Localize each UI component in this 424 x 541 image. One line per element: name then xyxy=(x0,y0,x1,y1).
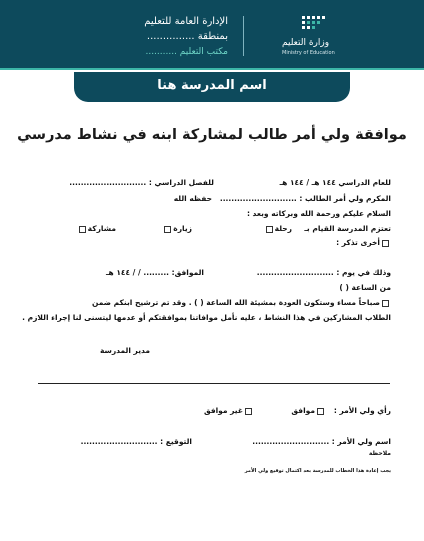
header-accent-line xyxy=(0,68,424,70)
header-banner xyxy=(0,0,424,68)
hour-line: من الساعة ( ) xyxy=(339,283,391,292)
guardian-line: المكرم ولي أمر الطالب : ........................... xyxy=(219,194,391,203)
greeting-line: حفظه الله xyxy=(173,194,212,203)
option-visit-label: زيارة xyxy=(173,224,192,233)
option-disagree[interactable] xyxy=(204,406,254,415)
paragraph-line-1 xyxy=(92,298,391,307)
opinion-label: رأي ولي الأمر : xyxy=(333,406,391,415)
org-line-2: بمنطقة ............... xyxy=(146,31,228,42)
paragraph-line-2: الطلاب المشاركين في هذا النشاط ، عليه نأمل موافاتنا بموافقتكم أو عدمها ليتسنى لنا إجراء اللازم . xyxy=(22,313,391,322)
document-title: موافقة ولي أمر طالب لمشاركة ابنه في نشاط مدرسي xyxy=(17,127,407,143)
note-text: يجب إعادة هذا الخطاب للمدرسة بعد اكتمال توقيع ولي الأمر xyxy=(244,468,391,474)
option-participation[interactable] xyxy=(77,224,116,233)
org-line-3: مكتب التعليم ........... xyxy=(145,47,228,57)
checkbox-agree[interactable] xyxy=(317,408,324,415)
option-trip-label: رحلة xyxy=(274,224,292,233)
header-divider xyxy=(243,16,244,56)
ministry-logo-icon xyxy=(300,14,332,36)
section-divider xyxy=(38,383,390,384)
note-label: ملاحظة xyxy=(368,450,391,457)
option-visit[interactable] xyxy=(162,224,192,233)
option-trip[interactable] xyxy=(264,224,292,233)
other-line: أخرى تذكر : xyxy=(336,238,380,247)
checkbox-trip[interactable] xyxy=(266,226,273,233)
ministry-name-en: Ministry of Education xyxy=(282,50,335,56)
date-line: الموافق: ......... / / ١٤٤ هـ xyxy=(105,268,204,277)
ministry-name-ar: وزارة التعليم xyxy=(282,38,330,48)
intends-line: تعتزم المدرسة القيام بـ xyxy=(304,224,391,233)
class-line: للفصل الدراسي : ........................... xyxy=(69,178,214,187)
year-line: للعام الدراسي ١٤٤ هـ / ١٤٤ هـ xyxy=(279,178,391,187)
checkbox-visit[interactable] xyxy=(164,226,171,233)
org-line-1: الإدارة العامة للتعليم xyxy=(144,16,228,27)
option-participation-label: مشاركة xyxy=(87,224,116,233)
salam-line: السلام عليكم ورحمة الله وبركاته وبعد : xyxy=(246,209,391,218)
guardian-name-field[interactable]: اسم ولي الأمر : ........................... xyxy=(252,437,391,446)
day-line: وذلك في يوم : ........................... xyxy=(256,268,391,277)
principal-label: مدير المدرسة xyxy=(99,346,150,355)
option-agree[interactable] xyxy=(291,406,326,415)
other-option[interactable] xyxy=(336,238,391,247)
checkbox-morning[interactable] xyxy=(382,300,389,307)
option-agree-label: موافق xyxy=(291,406,315,415)
school-name-tab: اسم المدرسة هنا xyxy=(74,72,350,102)
option-disagree-label: غير موافق xyxy=(203,406,243,415)
signature-field[interactable]: التوقيع : ........................... xyxy=(80,437,192,446)
checkbox-disagree[interactable] xyxy=(245,408,252,415)
paragraph-line-1-text: صباحاً مساء وستكون العودة بمشيئة الله الساعة ( ) . وقد تم ترشيح ابنكم ضمن xyxy=(92,298,380,307)
checkbox-other[interactable] xyxy=(382,240,389,247)
checkbox-participation[interactable] xyxy=(79,226,86,233)
